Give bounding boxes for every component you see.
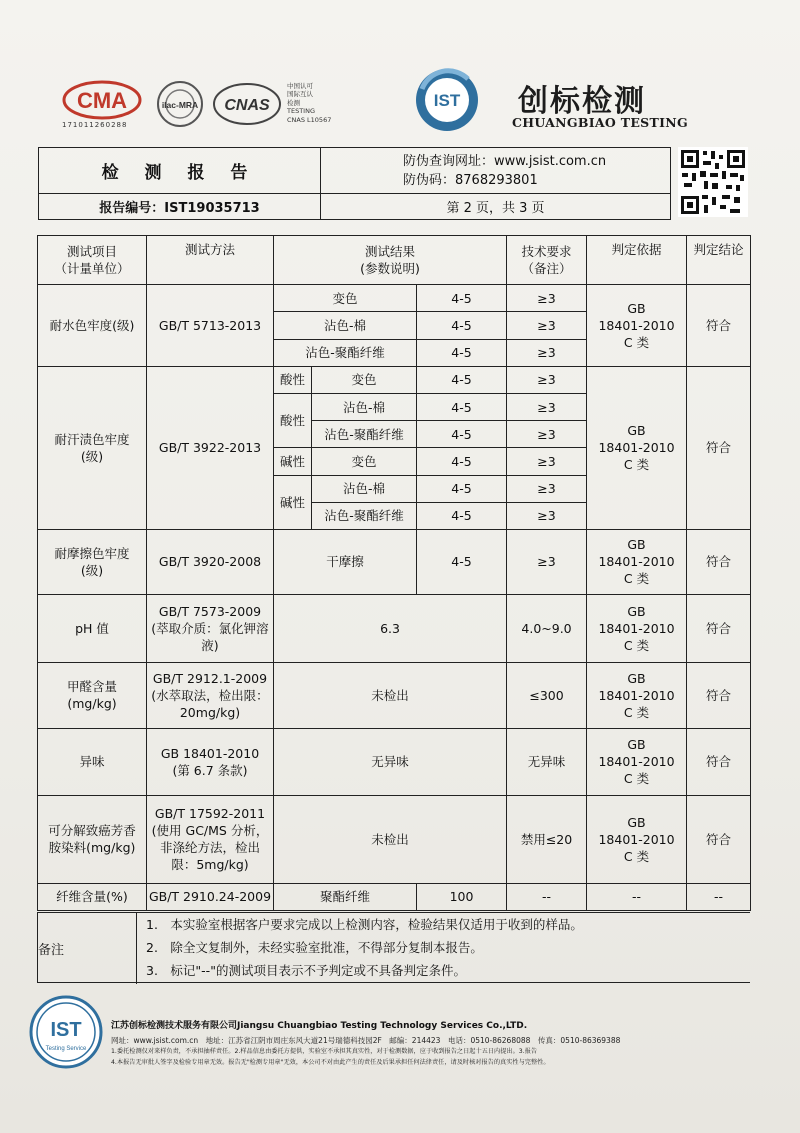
req-cell: ≥3 [507, 448, 587, 475]
ilac-mark: ilac-MRA [161, 100, 199, 110]
method-water: GB/T 5713-2013 [147, 285, 274, 367]
header-method: 测试方法 [147, 236, 274, 285]
result-odor: 无异味 [274, 728, 507, 795]
basis-line: C 类 [623, 704, 650, 720]
req-cell: ≥3 [507, 285, 587, 312]
req-cell: ≥3 [507, 502, 587, 529]
item-rub [38, 530, 147, 595]
table-row [38, 728, 751, 795]
param-cell: 变色 [312, 366, 417, 393]
param-cell: 沾色-棉 [312, 475, 417, 502]
req-formaldehyde: ≤300 [507, 662, 587, 728]
req-cell: ≥3 [507, 312, 587, 339]
param-cell: 沾色-棉 [312, 393, 417, 420]
remarks-cell [38, 913, 751, 983]
method-odor [147, 728, 274, 795]
basis-line: GB [627, 814, 646, 830]
method-line: (水萃取法，检出限： [151, 687, 269, 703]
table-row [38, 530, 751, 595]
result-formaldehyde: 未检出 [274, 662, 507, 728]
method-line: 20mg/kg) [179, 704, 241, 720]
header-item-line: （计量单位） [54, 261, 130, 277]
basis-line: 18401-2010 [598, 554, 675, 570]
method-sweat: GB/T 3922-2013 [147, 366, 274, 529]
cnas-caption [287, 82, 331, 124]
stamp-mark: IST [50, 1019, 82, 1041]
basis-line: 18401-2010 [598, 317, 675, 333]
test-results-table [37, 235, 751, 911]
header-requirement [507, 236, 587, 285]
req-cell: ≥3 [507, 366, 587, 393]
header-basis: 判定依据 [587, 236, 687, 285]
param-cell: 变色 [274, 285, 417, 312]
req-fiber: -- [507, 883, 587, 910]
table-header-row [38, 236, 751, 285]
method-line: (萃取介质：氯化钾溶 [151, 620, 269, 636]
table-row [38, 366, 751, 393]
remarks-divider [136, 913, 137, 984]
value-cell: 4-5 [417, 421, 507, 448]
item-rub-line: 耐摩擦色牢度 [54, 545, 130, 561]
basis-line: C 类 [623, 334, 650, 350]
basis-line: 18401-2010 [598, 687, 675, 703]
remarks-table [37, 912, 750, 983]
ist-mark: IST [433, 91, 461, 110]
table-row [38, 594, 751, 662]
value-cell: 4-5 [417, 393, 507, 420]
method-line: GB 18401-2010 [160, 745, 260, 761]
header-result-line: 测试结果 [365, 244, 416, 260]
remark-line: 2. 除全文复制外，未经实验室批准，不得部分复制本报告。 [146, 940, 483, 955]
group-label: 碱性 [274, 448, 312, 475]
value-cell: 4-5 [417, 475, 507, 502]
basis-water [587, 285, 687, 367]
qr-code-icon [678, 147, 748, 217]
param-cell: 变色 [312, 448, 417, 475]
item-sweat-line: (级) [80, 448, 104, 464]
page-info: 第 2 页，共 3 页 [321, 194, 671, 220]
result-amine: 未检出 [274, 795, 507, 883]
method-line: GB/T 17592-2011 [154, 806, 266, 822]
basis-line: GB [627, 300, 646, 316]
basis-line: GB [627, 423, 646, 439]
footer-company: 江苏创标检测技术服务有限公司Jiangsu Chuangbiao Testing Technology Services Co.,LTD. [111, 1021, 528, 1031]
basis-line: GB [627, 670, 646, 686]
value-cell: 4-5 [417, 312, 507, 339]
basis-line: C 类 [623, 637, 650, 653]
param-cell: 沾色-棉 [274, 312, 417, 339]
remark-line: 1. 本实验室根据客户要求完成以上检测内容，检验结果仅适用于收到的样品。 [146, 917, 583, 932]
basis-line: GB [627, 537, 646, 553]
req-cell: ≥3 [507, 421, 587, 448]
cma-number: 171011260288 [62, 121, 128, 129]
method-line: GB/T 7573-2009 [158, 603, 262, 619]
remarks-label: 备注 [38, 943, 65, 958]
basis-fiber: -- [587, 883, 687, 910]
item-formaldehyde [38, 662, 147, 728]
cnas-caption-line: TESTING [287, 107, 315, 116]
value-cell: 4-5 [417, 285, 507, 312]
basis-sweat [587, 366, 687, 529]
header-result [274, 236, 507, 285]
req-cell: ≥3 [507, 393, 587, 420]
report-number: 报告编号：IST19035713 [39, 194, 321, 220]
basis-formaldehyde [587, 662, 687, 728]
table-row [38, 662, 751, 728]
method-ph [147, 594, 274, 662]
basis-odor [587, 728, 687, 795]
basis-rub [587, 530, 687, 595]
group-label: 碱性 [274, 475, 312, 529]
param-cell: 聚酯纤维 [274, 883, 417, 910]
brand-name-cn: 创标检测 [518, 84, 646, 119]
footer-note: 1.委托检测仅对来样负责，不承担抽样责任。2.样品信息由委托方提供，实验室不承担其真实性，对于检测数据，应于收到报告之日起十五日内提出。3.报告 [111, 1048, 538, 1055]
basis-line: C 类 [623, 771, 650, 787]
report-title: 检 测 报 告 [39, 148, 321, 194]
conclusion-formaldehyde: 符合 [687, 662, 751, 728]
req-amine: 禁用≤20 [507, 795, 587, 883]
item-ph: pH 值 [38, 594, 147, 662]
method-rub: GB/T 3920-2008 [147, 530, 274, 595]
anti-fake-info [321, 148, 671, 194]
item-amine-line: 胺染料(mg/kg) [48, 840, 136, 856]
cnas-logo-graphic [212, 82, 282, 126]
result-ph: 6.3 [274, 594, 507, 662]
conclusion-ph: 符合 [687, 594, 751, 662]
table-row [38, 795, 751, 883]
param-cell: 干摩擦 [274, 530, 417, 595]
method-line: (使用 GC/MS 分析， [151, 823, 269, 839]
item-rub-line: (级) [80, 562, 104, 578]
value-cell: 4-5 [417, 448, 507, 475]
cnas-mark: CNAS [224, 97, 270, 114]
method-fiber: GB/T 2910.24-2009 [147, 883, 274, 910]
value-cell: 4-5 [417, 530, 507, 595]
item-sweat [38, 366, 147, 529]
conclusion-odor: 符合 [687, 728, 751, 795]
basis-line: GB [627, 603, 646, 619]
method-amine [147, 795, 274, 883]
cma-mark: CMA [76, 88, 128, 113]
query-code: 防伪码：8768293801 [403, 172, 538, 188]
ist-logo-graphic [414, 67, 480, 133]
value-cell: 100 [417, 883, 507, 910]
qr-code [678, 147, 748, 217]
footer-note: 4.本报告无审批人签字及检验专用章无效。报告无"检测专用章"无效，本公司不对由此产生的责任及后果承担任何法律责任，请及时核对报告的真实性与完整性。 [111, 1059, 550, 1066]
table-row [38, 883, 751, 910]
query-site: 防伪查询网址：www.jsist.com.cn [403, 153, 607, 169]
report-header-table [38, 147, 671, 220]
method-line: 液) [201, 637, 219, 653]
conclusion-amine: 符合 [687, 795, 751, 883]
item-formaldehyde-line: (mg/kg) [67, 696, 117, 712]
basis-line: C 类 [623, 457, 650, 473]
cnas-caption-line: CNAS L10567 [287, 115, 332, 124]
conclusion-water: 符合 [687, 285, 751, 367]
conclusion-rub: 符合 [687, 530, 751, 595]
cma-logo [62, 80, 142, 120]
item-odor: 异味 [38, 728, 147, 795]
basis-line: C 类 [623, 571, 650, 587]
header-requirement-line: 技术要求 [521, 244, 572, 260]
method-line: GB/T 2912.1-2009 [152, 670, 268, 686]
basis-line: C 类 [623, 848, 650, 864]
method-formaldehyde [147, 662, 274, 728]
item-amine-line: 可分解致癌芳香 [48, 823, 136, 839]
stamp-caption: Testing Service [45, 1046, 87, 1052]
basis-ph [587, 594, 687, 662]
conclusion-fiber: -- [687, 883, 751, 910]
req-odor: 无异味 [507, 728, 587, 795]
ist-stamp-icon [28, 994, 104, 1070]
item-water: 耐水色牢度(级) [38, 285, 147, 367]
param-cell: 沾色-聚酯纤维 [312, 421, 417, 448]
header-result-line: (参数说明) [360, 261, 420, 277]
req-cell: ≥3 [507, 339, 587, 366]
basis-amine [587, 795, 687, 883]
header-item-line: 测试项目 [66, 244, 117, 260]
value-cell: 4-5 [417, 502, 507, 529]
cnas-logo [212, 82, 282, 126]
conclusion-sweat: 符合 [687, 366, 751, 529]
method-line: (第 6.7 条款) [172, 762, 248, 778]
param-cell: 沾色-聚酯纤维 [274, 339, 417, 366]
header-requirement-line: （备注） [521, 261, 572, 277]
table-row [38, 285, 751, 312]
req-ph: 4.0~9.0 [507, 594, 587, 662]
header-conclusion: 判定结论 [687, 236, 751, 285]
cnas-caption-line: 检测 [287, 98, 300, 107]
item-amine [38, 795, 147, 883]
req-cell: ≥3 [507, 475, 587, 502]
item-sweat-line: 耐汗渍色牢度 [54, 431, 130, 447]
footer-contact: 网址：www.jsist.com.cn 地址：江苏省江阴市周庄东风大道21号瑞德科技园2F 邮编：214423 电话：0510-86268088 传真：0510-86369388 [111, 1036, 621, 1045]
basis-line: 18401-2010 [598, 754, 675, 770]
cnas-caption-line: 中国认可 [287, 82, 313, 90]
param-cell: 沾色-聚酯纤维 [312, 502, 417, 529]
ilac-logo-graphic [152, 80, 208, 128]
method-line: 限：5mg/kg) [171, 857, 249, 873]
value-cell: 4-5 [417, 366, 507, 393]
cma-logo-graphic [62, 80, 142, 120]
brand-name-en: CHUANGBIAO TESTING [512, 115, 688, 130]
basis-line: 18401-2010 [598, 831, 675, 847]
item-formaldehyde-line: 甲醛含量 [66, 679, 117, 695]
req-cell: ≥3 [507, 530, 587, 595]
group-label: 酸性 [274, 366, 312, 393]
basis-line: 18401-2010 [598, 440, 675, 456]
ilac-logo [152, 80, 208, 128]
item-fiber: 纤维含量(%) [38, 883, 147, 910]
ist-stamp [28, 994, 104, 1070]
method-line: 非涤纶方法，检出 [159, 840, 260, 856]
cnas-caption-line: 国际互认 [287, 90, 313, 99]
ist-logo [414, 67, 480, 133]
remark-line: 3. 标记"--"的测试项目表示不予判定或不具备判定条件。 [146, 963, 466, 978]
value-cell: 4-5 [417, 339, 507, 366]
basis-line: 18401-2010 [598, 620, 675, 636]
header-item [38, 236, 147, 285]
basis-line: GB [627, 737, 646, 753]
group-label: 酸性 [274, 393, 312, 447]
